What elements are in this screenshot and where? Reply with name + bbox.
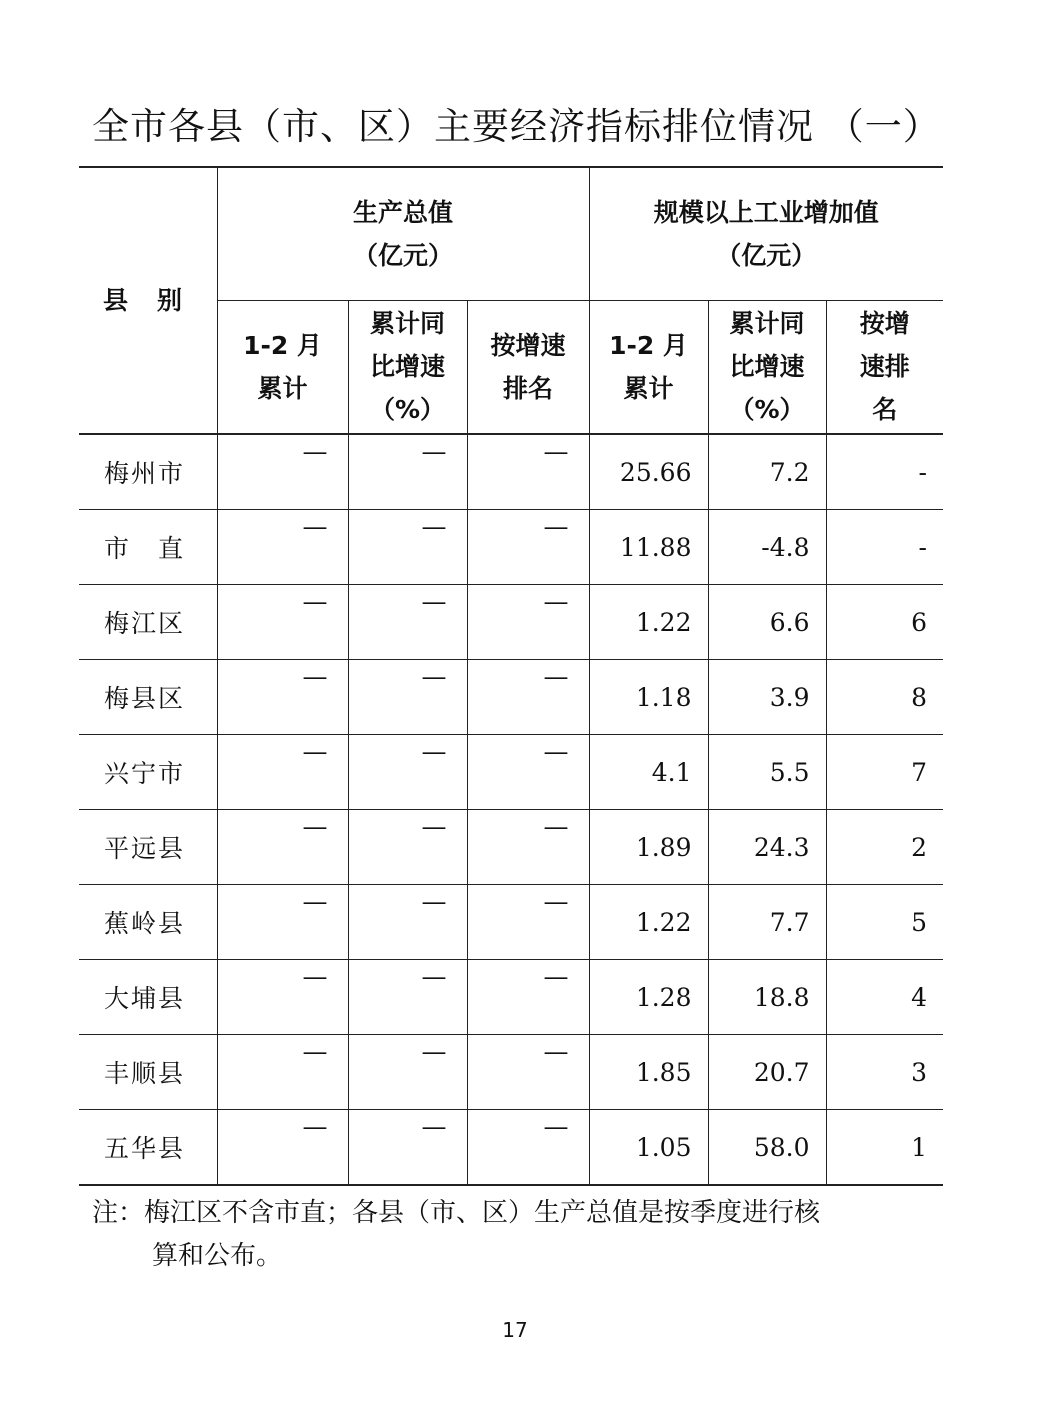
header-ind-growth: 累计同 比增速 （%） (708, 300, 826, 434)
gdp-cum-cell: — (217, 810, 348, 885)
ind-rank-cell: 8 (826, 660, 943, 735)
ind-rank-cell: - (826, 434, 943, 510)
ind-growth-cell: 7.2 (708, 434, 826, 510)
ind-growth-cell: 7.7 (708, 885, 826, 960)
gdp-growth-cell: — (348, 885, 467, 960)
header-ind-cum: 1-2 月 累计 (589, 300, 708, 434)
gdp-growth-cell: — (348, 735, 467, 810)
indicator-table (79, 166, 943, 1186)
ind-rank-cell: 5 (826, 885, 943, 960)
ind-rank-cell: 2 (826, 810, 943, 885)
gdp-rank-cell: — (467, 585, 589, 660)
ind-growth-cell: 24.3 (708, 810, 826, 885)
gdp-growth-cell: — (348, 1110, 467, 1186)
ind-rank-cell: - (826, 510, 943, 585)
gdp-rank-cell: — (467, 510, 589, 585)
ind-growth-cell: 58.0 (708, 1110, 826, 1186)
header-county: 县 别 (79, 167, 217, 434)
table-row (79, 810, 943, 885)
header-gdp-cum: 1-2 月 累计 (217, 300, 348, 434)
ind-cum-cell: 1.05 (589, 1110, 708, 1186)
gdp-cum-cell: — (217, 510, 348, 585)
county-cell: 梅州市 (79, 434, 217, 510)
footnote: 注：梅江区不含市直；各县（市、区）生产总值是按季度进行核 算和公布。 (92, 1198, 821, 1271)
ind-cum-cell: 1.85 (589, 1035, 708, 1110)
county-cell: 大埔县 (79, 960, 217, 1035)
table-row (79, 960, 943, 1035)
ind-cum-cell: 4.1 (589, 735, 708, 810)
gdp-rank-cell: — (467, 660, 589, 735)
gdp-cum-cell: — (217, 735, 348, 810)
table-body (79, 434, 943, 1185)
ind-cum-cell: 25.66 (589, 434, 708, 510)
ind-cum-cell: 1.22 (589, 585, 708, 660)
ind-rank-cell: 7 (826, 735, 943, 810)
page-title: 全市各县（市、区）主要经济指标排位情况 （一） (92, 105, 941, 148)
ind-growth-cell: 18.8 (708, 960, 826, 1035)
table-row (79, 885, 943, 960)
gdp-growth-cell: — (348, 585, 467, 660)
ind-rank-cell: 1 (826, 1110, 943, 1186)
header-ind-rank: 按增 速排 名 (826, 300, 943, 434)
ind-growth-cell: -4.8 (708, 510, 826, 585)
ind-growth-cell: 5.5 (708, 735, 826, 810)
county-cell: 梅县区 (79, 660, 217, 735)
county-cell: 五华县 (79, 1110, 217, 1186)
county-cell: 丰顺县 (79, 1035, 217, 1110)
ind-growth-cell: 3.9 (708, 660, 826, 735)
header-gdp-group: 生产总值 （亿元） (217, 167, 589, 300)
ind-rank-cell: 6 (826, 585, 943, 660)
ind-rank-cell: 3 (826, 1035, 943, 1110)
ind-growth-cell: 6.6 (708, 585, 826, 660)
gdp-cum-cell: — (217, 434, 348, 510)
table-row (79, 1110, 943, 1186)
ind-cum-cell: 11.88 (589, 510, 708, 585)
gdp-growth-cell: — (348, 810, 467, 885)
gdp-cum-cell: — (217, 960, 348, 1035)
gdp-growth-cell: — (348, 434, 467, 510)
gdp-rank-cell: — (467, 1110, 589, 1186)
table-row (79, 585, 943, 660)
gdp-cum-cell: — (217, 1035, 348, 1110)
table-row (79, 510, 943, 585)
table-row (79, 660, 943, 735)
gdp-rank-cell: — (467, 810, 589, 885)
header-gdp-growth: 累计同 比增速 （%） (348, 300, 467, 434)
gdp-cum-cell: — (217, 660, 348, 735)
header-industry-group: 规模以上工业增加值 （亿元） (589, 167, 943, 300)
table-row (79, 735, 943, 810)
table-row (79, 1035, 943, 1110)
ind-growth-cell: 20.7 (708, 1035, 826, 1110)
county-cell: 兴宁市 (79, 735, 217, 810)
gdp-rank-cell: — (467, 434, 589, 510)
ind-cum-cell: 1.22 (589, 885, 708, 960)
gdp-cum-cell: — (217, 885, 348, 960)
gdp-cum-cell: — (217, 1110, 348, 1186)
gdp-cum-cell: — (217, 585, 348, 660)
gdp-rank-cell: — (467, 960, 589, 1035)
gdp-rank-cell: — (467, 885, 589, 960)
gdp-growth-cell: — (348, 1035, 467, 1110)
table-row (79, 434, 943, 510)
county-cell: 蕉岭县 (79, 885, 217, 960)
ind-cum-cell: 1.18 (589, 660, 708, 735)
ind-cum-cell: 1.28 (589, 960, 708, 1035)
county-cell: 平远县 (79, 810, 217, 885)
county-cell: 市 直 (79, 510, 217, 585)
ind-cum-cell: 1.89 (589, 810, 708, 885)
gdp-rank-cell: — (467, 735, 589, 810)
gdp-growth-cell: — (348, 510, 467, 585)
page-number: 17 (502, 1318, 528, 1342)
county-cell: 梅江区 (79, 585, 217, 660)
header-gdp-rank: 按增速 排名 (467, 300, 589, 434)
gdp-growth-cell: — (348, 960, 467, 1035)
gdp-rank-cell: — (467, 1035, 589, 1110)
gdp-growth-cell: — (348, 660, 467, 735)
ind-rank-cell: 4 (826, 960, 943, 1035)
